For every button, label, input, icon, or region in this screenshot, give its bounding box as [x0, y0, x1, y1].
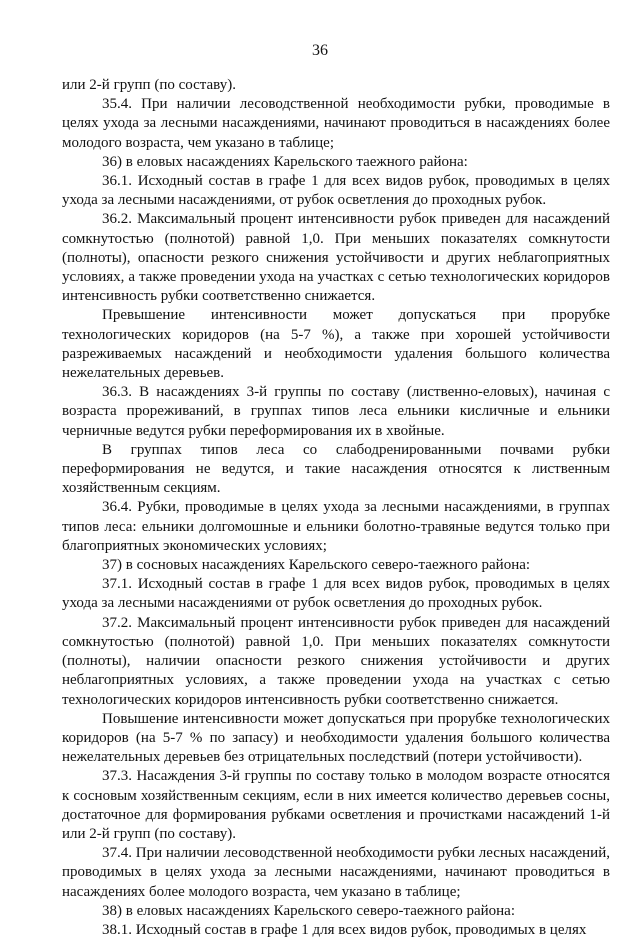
paragraph: В группах типов леса со слабодренированными почвами рубки переформирования не ведутся, и такие насаждения относятся к лиственным хозяйственным секциям.	[62, 441, 610, 497]
paragraph: 37.1. Исходный состав в графе 1 для всех видов рубок, проводимых в целях ухода за лесными насаждениями от рубок осветления до проходных рубок.	[62, 576, 610, 612]
paragraph: 36.3. В насаждениях 3-й группы по составу (лиственно-еловых), начиная с возраста прореживаний, в группах типов леса ельники кисличные и ельники черничные ведутся рубки переформирования их в хвойные.	[62, 384, 610, 439]
paragraph: 38) в еловых насаждениях Карельского северо-таежного района:	[102, 902, 515, 919]
paragraph: или 2-й групп (по составу).	[62, 77, 236, 93]
paragraph: 36) в еловых насаждениях Карельского таежного района:	[102, 153, 468, 170]
paragraph: 37.4. При наличии лесоводственной необходимости рубки лесных насаждений, проводимых в целях ухода за лесными насаждениями, начинают проводиться в насаждениях более молодого возраста, чем указано в таблице;	[62, 845, 610, 900]
page-number: 36	[312, 42, 328, 59]
paragraph: 38.1. Исходный состав в графе 1 для всех видов рубок, проводимых в целях	[102, 921, 587, 938]
paragraph: 36.1. Исходный состав в графе 1 для всех видов рубок, проводимых в целях ухода за лесными насаждениями, от рубок осветления до проходных рубок.	[62, 173, 610, 209]
document-body	[62, 76, 610, 940]
paragraph: 35.4. При наличии лесоводственной необходимости рубки, проводимые в целях ухода за лесными насаждениями, начинают проводиться в насаждениях более молодого возраста, чем указано в таблице;	[62, 96, 610, 151]
paragraph: 36.4. Рубки, проводимые в целях ухода за лесными насаждениями, в группах типов леса: ельники долгомошные и ельники болотно-травяные ведутся только при благоприятных экономических условиях;	[62, 499, 610, 554]
paragraph: 37) в сосновых насаждениях Карельского северо-таежного района:	[102, 557, 531, 574]
paragraph: 37.2. Максимальный процент интенсивности рубок приведен для насаждений сомкнутостью (полнотой) равной 1,0. При меньших показателях сомкнутости (полноты), наличии опасности резкого снижения устойчивости и других неблагоприятных условиях, а также проведении ухода на участках с сетью технологических коридоров интенсивность рубки соответственно снижается.	[62, 614, 610, 708]
paragraph: 36.2. Максимальный процент интенсивности рубок приведен для насаждений сомкнутостью (полнотой) равной 1,0. При меньших показателях сомкнутости (полноты), опасности резкого снижения устойчивости и других неблагоприятных условиях, а также проведении ухода на участках с сетью технологических коридоров интенсивность рубки соответственно снижается.	[62, 211, 610, 305]
paragraph: Превышение интенсивности может допускаться при прорубке технологических коридоров (на 5-7 %), а также при хорошей устойчивости разреживаемых насаждений и необходимости удаления большого количества нежелательных деревьев.	[62, 307, 610, 382]
paragraph: Повышение интенсивности может допускаться при прорубке технологических коридоров (на 5-7 % по запасу) и необходимости удаления большого количества нежелательных деревьев без отрицательных последствий (потери устойчивости).	[62, 710, 610, 766]
paragraph: 37.3. Насаждения 3-й группы по составу только в молодом возрасте относятся к сосновым хозяйственным секциям, если в них имеется количество деревьев сосны, достаточное для формирования рубками осветления и прочистками насаждений 1-й или 2-й групп (по составу).	[62, 768, 610, 842]
